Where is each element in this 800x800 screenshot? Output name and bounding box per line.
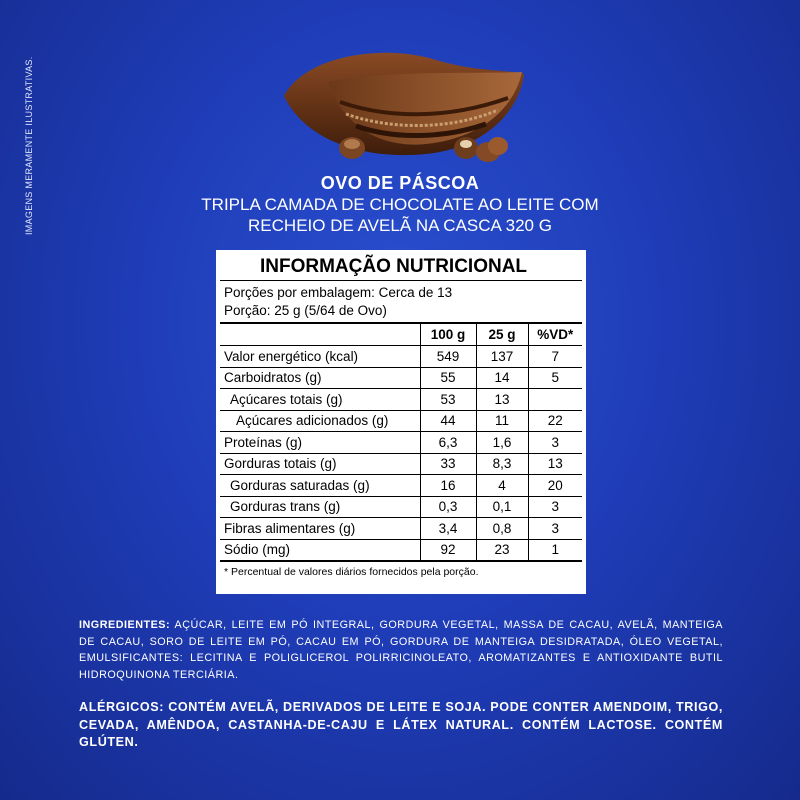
table-row — [220, 410, 582, 432]
serving-size: Porção: 25 g (5/64 de Ovo) — [224, 303, 387, 318]
header-cell: 25 g — [476, 324, 528, 346]
value-25g: 23 — [476, 539, 528, 561]
table-header-row — [220, 324, 582, 346]
ingredients-text — [79, 617, 723, 683]
value-25g: 4 — [476, 475, 528, 497]
table-row — [220, 539, 582, 561]
nutrient-label: Fibras alimentares (g) — [220, 518, 420, 540]
value-25g: 14 — [476, 367, 528, 389]
ingredients-list: AÇÚCAR, LEITE EM PÓ INTEGRAL, GORDURA VEGETAL, MASSA DE CACAU, AVELÃ, MANTEIGA DE CACAU, SORO DE LEITE EM PÓ, CACAU EM PÓ, GORDURA DE MANTEIGA DESIDRATADA, ÓLEO VEGETAL, EMULSIFICANTES: LECITINA E POLIGLICEROL POLIRRICINOLEATO, AROMATIZANTES E ANTIOXIDANTE BUTIL HIDROQUINONA TERCIÁRIA. — [79, 619, 724, 681]
value-100g: 44 — [420, 410, 476, 432]
value-100g: 55 — [420, 367, 476, 389]
value-vd: 13 — [528, 453, 582, 475]
ingredients-label: INGREDIENTES: — [79, 619, 171, 631]
value-25g: 1,6 — [476, 432, 528, 454]
nutrient-label: Sódio (mg) — [220, 539, 420, 561]
value-25g: 137 — [476, 346, 528, 368]
product-description-line-2: RECHEIO DE AVELÃ NA CASCA 320 G — [248, 216, 552, 235]
value-vd: 7 — [528, 346, 582, 368]
value-vd: 20 — [528, 475, 582, 497]
value-25g: 0,1 — [476, 496, 528, 518]
value-100g: 92 — [420, 539, 476, 561]
illustrative-disclaimer: IMAGENS MERAMENTE ILUSTRATIVAS. — [24, 56, 34, 235]
value-100g: 549 — [420, 346, 476, 368]
header-cell — [220, 324, 420, 346]
nutrition-title: INFORMAÇÃO NUTRICIONAL — [220, 254, 582, 281]
nutrient-label: Gorduras totais (g) — [220, 453, 420, 475]
product-name: OVO DE PÁSCOA — [320, 173, 480, 193]
nutrition-table — [220, 324, 582, 562]
value-25g: 11 — [476, 410, 528, 432]
value-vd: 3 — [528, 518, 582, 540]
table-row — [220, 453, 582, 475]
nutrient-label: Carboidratos (g) — [220, 367, 420, 389]
table-row — [220, 496, 582, 518]
value-100g: 33 — [420, 453, 476, 475]
allergens-text: ALÉRGICOS: CONTÉM AVELÃ, DERIVADOS DE LEITE E SOJA. PODE CONTER AMENDOIM, TRIGO, CEVADA, AMÊNDOA, CASTANHA-DE-CAJU E LÁTEX NATURAL. CONTÉM LACTOSE. CONTÉM GLÚTEN. — [79, 700, 723, 749]
nutrition-facts-panel — [216, 250, 586, 594]
nutrient-label: Gorduras trans (g) — [220, 496, 420, 518]
value-vd — [528, 389, 582, 411]
value-vd: 3 — [528, 496, 582, 518]
value-vd: 1 — [528, 539, 582, 561]
nutrient-label: Açúcares totais (g) — [220, 389, 420, 411]
value-100g: 6,3 — [420, 432, 476, 454]
table-row — [220, 432, 582, 454]
value-vd: 5 — [528, 367, 582, 389]
header-cell: 100 g — [420, 324, 476, 346]
serving-info — [220, 281, 582, 324]
table-row — [220, 518, 582, 540]
nutrient-label: Valor energético (kcal) — [220, 346, 420, 368]
table-row — [220, 346, 582, 368]
value-25g: 0,8 — [476, 518, 528, 540]
value-100g: 53 — [420, 389, 476, 411]
value-25g: 8,3 — [476, 453, 528, 475]
table-row — [220, 475, 582, 497]
product-description-line-1: TRIPLA CAMADA DE CHOCOLATE AO LEITE COM — [201, 195, 599, 214]
table-row — [220, 389, 582, 411]
value-100g: 3,4 — [420, 518, 476, 540]
table-row — [220, 367, 582, 389]
value-100g: 16 — [420, 475, 476, 497]
value-25g: 13 — [476, 389, 528, 411]
servings-per-package: Porções por embalagem: Cerca de 13 — [224, 285, 453, 300]
nutrient-label: Proteínas (g) — [220, 432, 420, 454]
nutrient-label: Gorduras saturadas (g) — [220, 475, 420, 497]
nutrient-label: Açúcares adicionados (g) — [220, 410, 420, 432]
daily-value-footnote: * Percentual de valores diários fornecidos pela porção. — [224, 566, 479, 578]
value-vd: 3 — [528, 432, 582, 454]
value-100g: 0,3 — [420, 496, 476, 518]
value-vd: 22 — [528, 410, 582, 432]
chocolate-egg-image — [276, 48, 532, 168]
header-cell: %VD* — [528, 324, 582, 346]
